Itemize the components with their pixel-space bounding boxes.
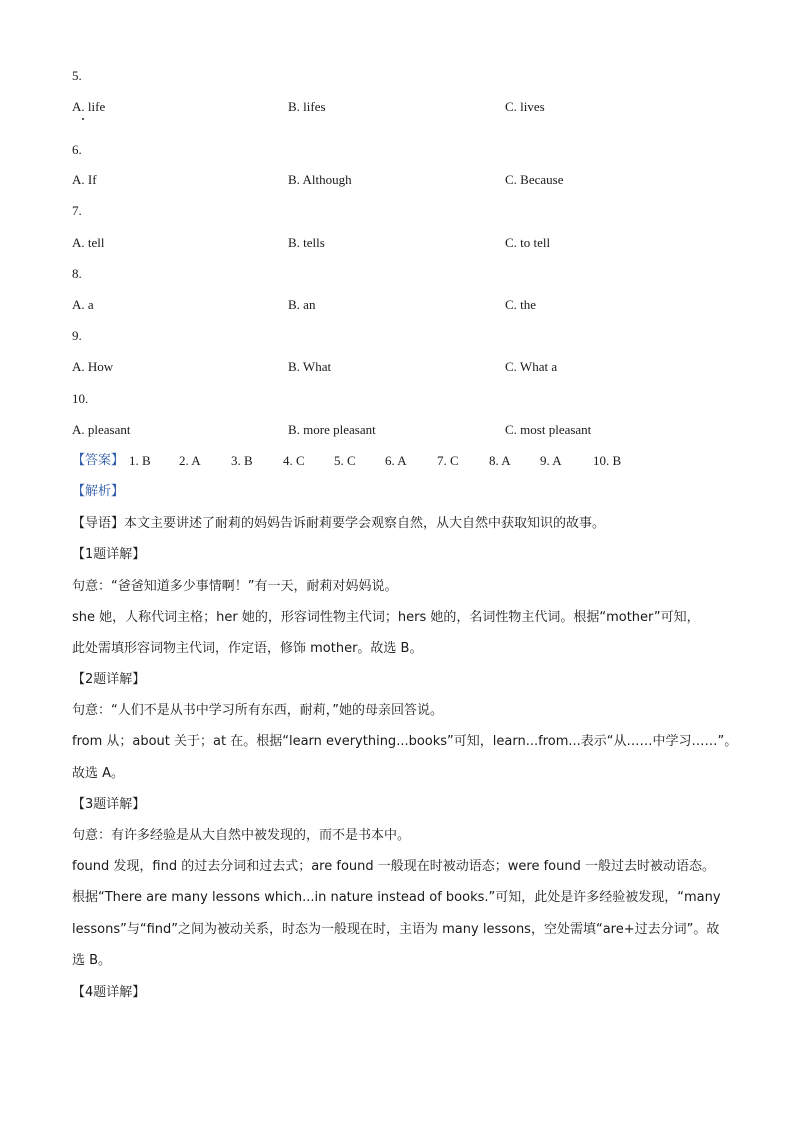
option-a: A. pleasant <box>72 422 131 437</box>
answer-item: 2. A <box>179 453 201 468</box>
option-b: B. an <box>288 297 316 312</box>
q3-line: lessons”与“find”之间为被动关系，时态为一般现在时，主语为 many lessons，空处需填“are+过去分词”。故 <box>72 922 720 937</box>
q3-line: found 发现，find 的过去分词和过去式；are found 一般现在时被动语态；were found 一般过去时被动语态。 <box>72 859 715 874</box>
option-c: C. Because <box>505 172 564 187</box>
q2-line: 故选 A。 <box>72 766 125 781</box>
question-number: 7. <box>72 203 82 218</box>
intro-label: 【导语】 <box>72 516 125 531</box>
question-number: 5. <box>72 68 82 83</box>
question-number: 8. <box>72 266 82 281</box>
q1-line: 句意：“爸爸知道多少事情啊！”有一天，耐莉对妈妈说。 <box>72 579 398 594</box>
answer-item: 10. B <box>593 453 622 468</box>
q1-line: 此处需填形容词物主代词，作定语，修饰 mother。故选 B。 <box>72 641 423 656</box>
option-a: A. How <box>72 359 114 374</box>
option-a: A. tell <box>72 235 105 250</box>
option-c: C. lives <box>505 99 545 114</box>
option-a: A. life <box>72 99 106 114</box>
answer-item: 4. C <box>283 453 305 468</box>
answer-item: 9. A <box>540 453 562 468</box>
q1-title: 【1题详解】 <box>72 547 146 562</box>
question-number: 9. <box>72 328 82 343</box>
question-number: 6. <box>72 142 82 157</box>
intro-line <box>72 516 605 532</box>
q2-line: from 从；about 关于；at 在。根据“learn everything...books”可知，learn...from...表示“从……中学习……”。 <box>72 734 738 749</box>
option-c: C. the <box>505 297 537 312</box>
question-number: 10. <box>72 391 89 406</box>
option-c: C. What a <box>505 359 558 374</box>
analysis-label: 【解析】 <box>72 484 125 499</box>
intro-text: 本文主要讲述了耐莉的妈妈告诉耐莉要学会观察自然，从大自然中获取知识的故事。 <box>124 516 606 531</box>
answer-item: 1. B <box>129 453 151 468</box>
answer-item: 7. C <box>437 453 459 468</box>
answer-label: 【答案】 <box>72 453 125 468</box>
q1-line: she 她，人称代词主格；her 她的，形容词性物主代词；hers 她的，名词性物主代词。根据“mother”可知， <box>72 610 700 625</box>
answer-item: 5. C <box>334 453 356 468</box>
q3-line: 选 B。 <box>72 953 112 968</box>
q3-line: 句意：有许多经验是从大自然中被发现的，而不是书本中。 <box>72 828 411 843</box>
q2-title: 【2题详解】 <box>72 672 146 687</box>
option-b: B. What <box>288 359 332 374</box>
option-a: A. If <box>72 172 97 187</box>
option-b: B. tells <box>288 235 325 250</box>
q4-title: 【4题详解】 <box>72 985 146 1000</box>
answer-item: 6. A <box>385 453 407 468</box>
option-b: B. Although <box>288 172 352 187</box>
option-b: B. more pleasant <box>288 422 376 437</box>
option-c: C. most pleasant <box>505 422 592 437</box>
answer-item: 3. B <box>231 453 253 468</box>
q3-line: 根据“There are many lessons which...in nature instead of books.”可知，此处是许多经验被发现，“many <box>72 890 721 905</box>
q2-line: 句意：“人们不是从书中学习所有东西，耐莉，”她的母亲回答说。 <box>72 703 443 718</box>
option-a: A. a <box>72 297 94 312</box>
stray-mark <box>82 118 84 120</box>
option-c: C. to tell <box>505 235 551 250</box>
answer-item: 8. A <box>489 453 511 468</box>
q3-title: 【3题详解】 <box>72 797 146 812</box>
option-b: B. lifes <box>288 99 326 114</box>
